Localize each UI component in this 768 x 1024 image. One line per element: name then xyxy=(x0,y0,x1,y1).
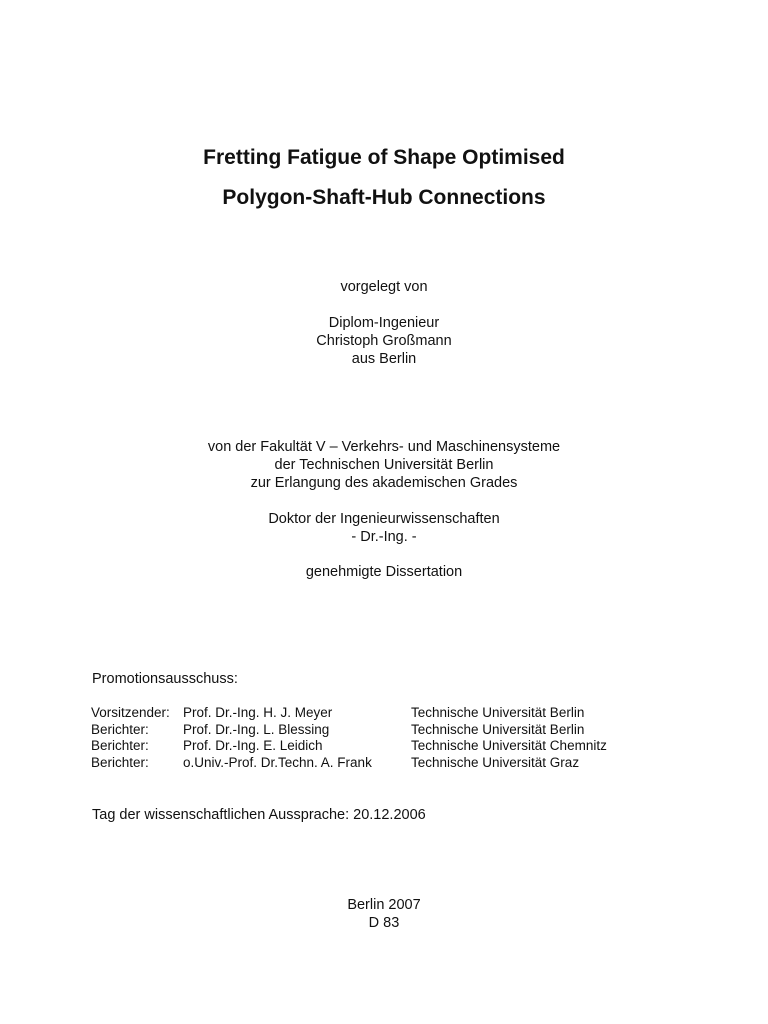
thesis-title xyxy=(0,138,768,218)
committee-institution: Technische Universität Berlin xyxy=(411,721,585,737)
committee-role: Berichter: xyxy=(91,754,149,770)
author-name: Christoph Großmann xyxy=(316,333,452,349)
footer-block xyxy=(0,896,768,932)
thesis-title-line-1: Fretting Fatigue of Shape Optimised xyxy=(203,146,565,169)
footer-place-year: Berlin 2007 xyxy=(347,897,421,913)
committee-member-name: o.Univ.-Prof. Dr.Techn. A. Frank xyxy=(183,754,372,770)
degree-line-1: Doktor der Ingenieurwissenschaften xyxy=(268,511,500,527)
committee-role: Berichter: xyxy=(91,738,149,753)
degree-line-2: - Dr.-Ing. - xyxy=(351,529,417,545)
thesis-title-line-2: Polygon-Shaft-Hub Connections xyxy=(222,186,546,209)
committee-member-name: Prof. Dr.-Ing. E. Leidich xyxy=(183,738,323,753)
degree-block xyxy=(0,510,768,546)
faculty-line-1: von der Fakultät V – Verkehrs- und Maschinensysteme xyxy=(207,439,561,455)
approval-statement xyxy=(0,563,768,581)
committee-role: Berichter: xyxy=(91,721,149,737)
presented-by-label: vorgelegt von xyxy=(340,279,428,295)
approval-text: genehmigte Dissertation xyxy=(305,564,463,580)
faculty-line-3: zur Erlangung des akademischen Grades xyxy=(250,475,518,491)
committee-institution: Technische Universität Graz xyxy=(411,754,580,770)
defense-date: Tag der wissenschaftlichen Aussprache: 20.12.2006 xyxy=(92,807,426,823)
committee-member-name: Prof. Dr.-Ing. L. Blessing xyxy=(183,721,330,737)
footer-code: D 83 xyxy=(368,915,400,931)
committee-institution: Technische Universität Berlin xyxy=(411,705,585,720)
presented-by xyxy=(0,278,768,296)
committee-role: Vorsitzender: xyxy=(91,705,170,720)
faculty-line-2: der Technischen Universität Berlin xyxy=(274,457,494,473)
faculty-block xyxy=(0,438,768,492)
committee-heading: Promotionsausschuss: xyxy=(92,671,238,687)
author-degree: Diplom-Ingenieur xyxy=(328,315,440,331)
committee-institution: Technische Universität Chemnitz xyxy=(411,738,607,753)
committee-member-name: Prof. Dr.-Ing. H. J. Meyer xyxy=(183,705,333,720)
author-origin: aus Berlin xyxy=(351,351,417,367)
author-block xyxy=(0,314,768,368)
